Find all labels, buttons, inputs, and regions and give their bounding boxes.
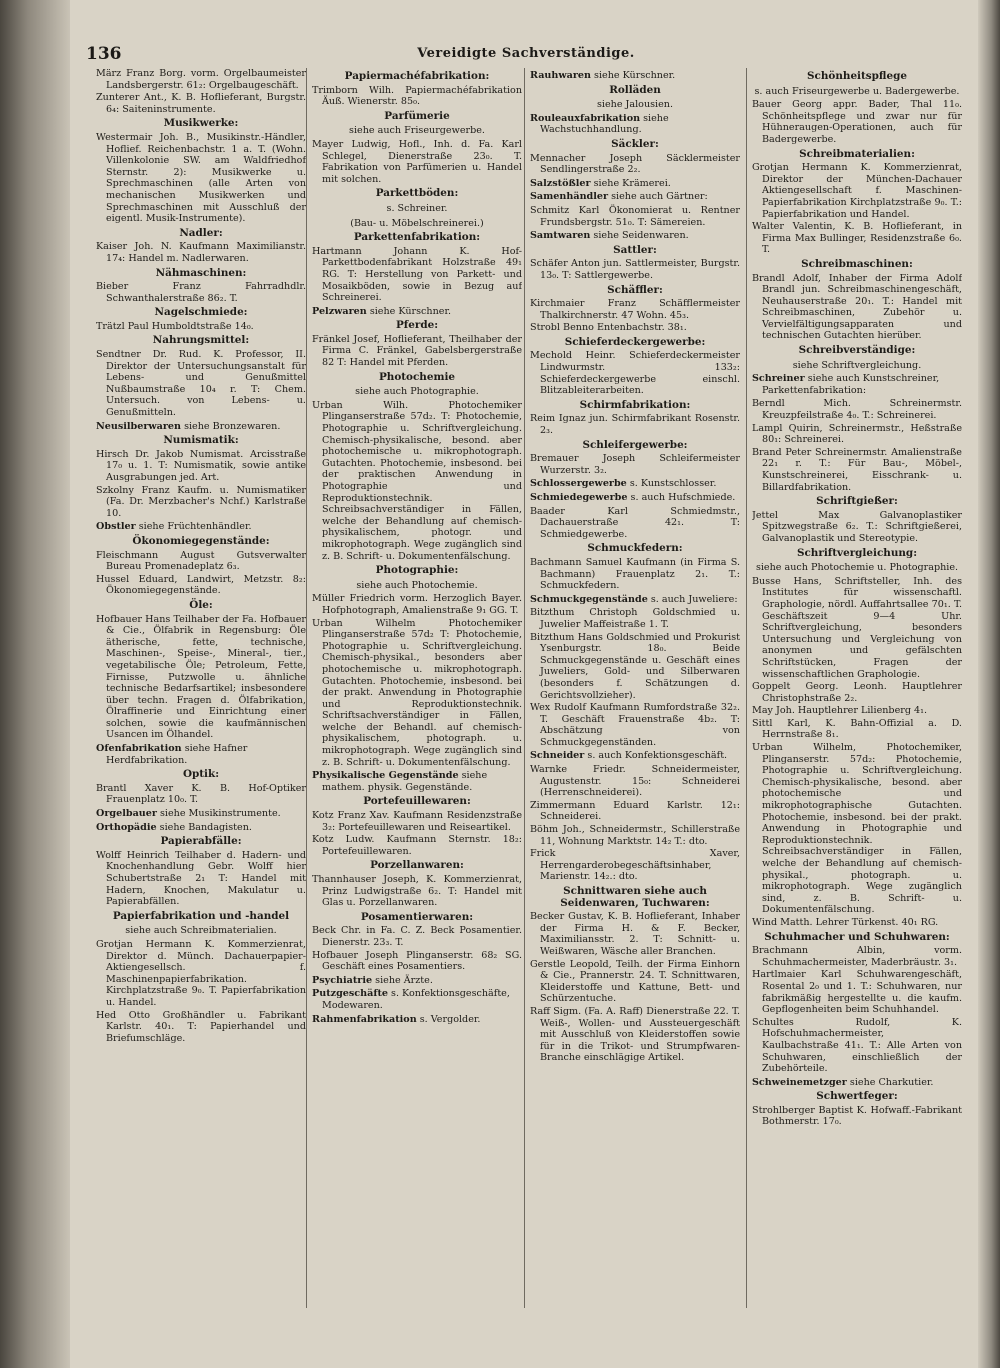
section-heading: Papierfabrikation und -handel xyxy=(112,909,290,922)
cross-reference xyxy=(530,191,740,203)
cross-reference-note: siehe Schriftvergleichung. xyxy=(792,359,922,371)
cross-reference xyxy=(96,808,306,820)
directory-entry: Urban Wilhelm, Photochemiker, Plinganserstr. 57d₂: Photochemie, Photographie u. Schriftvergleichung. Chemisch-physikalische, besond. aber photochemische und mikrophotographische Gutachten. Photochemie, insbesond. bei der prakt. Anwendung in Photographie und Reproduktionstechnik. Schreibsachverständiger in Fällen, welche der Behandlung auf chemisch-physikal., photograph. u. mikrophotograph. Wege zugänglich sind, z. B. Schrift- u. Dokumentenfälschung. xyxy=(752,742,962,916)
cross-reference xyxy=(96,521,306,533)
directory-entry: Wex Rudolf Kaufmann Rumfordstraße 32₂. T. Geschäft Frauenstraße 4b₂. T: Abschätzung von Schmuckgegenständen. xyxy=(530,702,740,748)
cross-reference-target: siehe Charkutier. xyxy=(846,1076,934,1088)
cross-reference-term: Salzstößler xyxy=(530,177,591,189)
cross-reference-term: Schmuckgegenstände xyxy=(530,593,648,605)
section-heading: Photochemie xyxy=(378,370,456,383)
directory-entry: Sittl Karl, K. Bahn-Offizial a. D. Herrnstraße 8₁. xyxy=(752,717,962,741)
directory-entry: Zunterer Ant., K. B. Hoflieferant, Burgstr. 6₄: Saiteninstrumente. xyxy=(96,92,306,115)
section-heading: Posamentierwaren: xyxy=(360,910,474,923)
section-heading: Schriftgießer: xyxy=(816,495,898,508)
cross-reference xyxy=(312,306,522,318)
directory-entry: Bachmann Samuel Kaufmann (in Firma S. Bachmann) Frauenplatz 2₁. T.: Schmuckfedern. xyxy=(530,556,740,592)
cross-reference-target: siehe Wachstuchhandlung. xyxy=(540,112,669,136)
cross-reference xyxy=(530,178,740,190)
cross-reference-target: siehe Ärzte. xyxy=(372,974,433,986)
cross-reference-term: Obstler xyxy=(96,521,136,533)
cross-reference-term: Rauhwaren xyxy=(530,70,591,81)
cross-reference-target: s. Kunstschlosser. xyxy=(626,478,717,490)
text-column-1 xyxy=(96,68,306,1316)
directory-entry: Warnke Friedr. Schneidermeister, Augustenstr. 15₀: Schneiderei (Herrenschneiderei). xyxy=(530,764,740,799)
section-heading: Öle: xyxy=(189,598,213,611)
directory-entry: Busse Hans, Schriftsteller, Inh. des Institutes für wissenschaftl. Graphologie, nördl. Auffahrtsallee 70₁. T. Geschäftszeit 9—4 Uhr. Schriftvergleichung, besonders Untersuchung und Vergleichung von anonymen und gefälschten Schriftstücken, Fragen der wissenschaftlichen Graphologie. xyxy=(752,575,962,680)
section-heading: Schreibverständige: xyxy=(798,344,916,357)
section-heading: Schnittwaren siehe auch Seidenwaren, Tuchwaren: xyxy=(560,885,710,909)
section-heading: Nagelschmiede: xyxy=(154,306,248,319)
section-heading: Portefeuillewaren: xyxy=(363,795,471,808)
cross-reference xyxy=(96,822,306,834)
directory-entry: Trimborn Wilh. Papiermachéfabrikation Äuß. Wienerstr. 85₀. xyxy=(312,84,522,108)
directory-entry: Hussel Eduard, Landwirt, Metzstr. 8₂: Ökonomiegegenstände. xyxy=(96,573,306,597)
cross-reference xyxy=(312,1014,522,1026)
directory-entry: Gerstle Leopold, Teilh. der Firma Einhorn & Cie., Prannerstr. 24. T. Schnittwaren, Kleiderstoffe und Kattune, Bett- und Schürzentuche. xyxy=(530,958,740,1005)
section-heading: Optik: xyxy=(182,768,220,781)
directory-entry: Hofbauer Joseph Plinganserstr. 68₂ SG. Geschäft eines Posamentiers. xyxy=(312,949,522,973)
section-heading: Papierabfälle: xyxy=(160,835,242,848)
directory-entry: Brand Peter Schreinermstr. Amalienstraße 22₁ r. T.: Für Bau-, Möbel-, Kunstschreinerei, Eisschrank- u. Billardfabrikation. xyxy=(752,446,962,493)
directory-entry: Bitzthum Christoph Goldschmied u. Juwelier Maffeistraße 1. T. xyxy=(530,607,740,630)
text-column-4 xyxy=(752,68,962,1316)
directory-entry: Mayer Ludwig, Hofl., Inh. d. Fa. Karl Schlegel, Dienerstraße 23₀. T. Fabrikation von Parfümerien u. Handel mit solchen. xyxy=(312,138,522,185)
directory-entry: Urban Wilh. Photochemiker Plinganserstraße 57d₂. T: Photochemie, Photographie u. Schriftvergleichung. Chemisch-physikalische, besond. aber photochemische u. mikrophotograph. Gutachten. Photochemie, insbesond. bei der praktischen Anwendung in Photographie und Reproduktionstechnik. Schreibsachverständiger in Fällen, welche der Behandlung auf chemisch-physikalischem, photogr. und mikrophotograph. Wege zugänglich sind z. B. Schrift- u. Dokumentenfälschung. xyxy=(312,399,522,562)
text-column-3 xyxy=(530,68,740,1316)
section-heading: Schreibmaschinen: xyxy=(801,257,913,270)
directory-entry: Schäfer Anton jun. Sattlermeister, Burgstr. 13₀. T: Sattlergewerbe. xyxy=(530,258,740,281)
cross-reference xyxy=(530,113,740,136)
directory-entry: Grotjan Hermann K. Kommerzienrat, Direktor d. Münch. Dachauerpapier-Aktiengesellsch. f. Maschinenpapierfabrikation. Kirchplatzstraße 9₀. T. Papierfabrikation u. Handel. xyxy=(96,938,306,1008)
cross-reference-target: siehe Musikinstrumente. xyxy=(156,808,281,820)
directory-entry: Zimmermann Eduard Karlstr. 12₁: Schneiderei. xyxy=(530,799,740,823)
directory-entry: Böhm Joh., Schneidermstr., Schillerstraße 11, Wohnung Marktstr. 14₂ T.: dto. xyxy=(530,824,740,847)
cross-reference-term: Rahmenfabrikation xyxy=(312,1013,417,1025)
directory-entry: Lampl Quirin, Schreinermstr., Heßstraße 80₁: Schreinerei. xyxy=(752,422,962,446)
directory-entry: Fränkel Josef, Hoflieferant, Theilhaber der Firma C. Fränkel, Gabelsbergerstraße 82 T: Handel mit Pferden. xyxy=(312,333,522,369)
section-heading: Nadler: xyxy=(179,226,223,239)
directory-entry: Becker Gustav, K. B. Hoflieferant, Inhaber der Firma H. & F. Becker, Maximiliansstr. 2. T: Schnitt- u. Weißwaren, Wäsche aller Branchen. xyxy=(530,911,740,957)
cross-reference-note: (Bau- u. Möbelschreinerei.) xyxy=(350,217,484,229)
cross-reference-term: Neusilberwaren xyxy=(96,420,182,432)
directory-entry: März Franz Borg. vorm. Orgelbaumeister Landsbergerstr. 61₂: Orgelbaugeschäft. xyxy=(96,68,306,91)
cross-reference-note: s. auch Friseurgewerbe u. Badergewerbe. xyxy=(754,85,960,97)
directory-entry: Hed Otto Großhändler u. Fabrikant Karlstr. 40₁. T: Papierhandel und Briefumschläge. xyxy=(96,1009,306,1044)
cross-reference xyxy=(96,421,306,433)
section-heading: Musikwerke: xyxy=(163,117,239,130)
cross-reference xyxy=(530,70,740,82)
section-heading: Numismatik: xyxy=(163,434,239,447)
column-divider xyxy=(306,68,307,1308)
section-heading: Schwertfeger: xyxy=(816,1090,898,1103)
section-heading: Ökonomiegegenstände: xyxy=(132,534,270,547)
directory-entry: Bremauer Joseph Schleifermeister Wurzerstr. 3₂. xyxy=(530,453,740,476)
cross-reference-term: Samenhändler xyxy=(530,191,609,203)
directory-entry: Kirchmaier Franz Schäfflermeister Thalkirchnerstr. 47 Wohn. 45₃. xyxy=(530,298,740,321)
section-heading: Schuhmacher und Schuhwaren: xyxy=(764,930,950,943)
directory-entry: Urban Wilhelm Photochemiker Plinganserstraße 57d₂ T: Photochemie, Photographie u. Schriftvergleichung. Chemisch-physikal., besonders aber photochemische u. mikrophotograph. Gutachten. Photochemie, insbesond. bei der prakt. Anwendung in Photographie und Reproduktionstechnik. Schriftsachverständiger in Fällen, welche der Behandl. auf chemisch-physikalischem, photograph. u. mikrophotograph. Wege zugänglich sind z. B. Schrift- u. Dokumentenfälschung. xyxy=(312,617,522,768)
cross-reference xyxy=(530,492,740,504)
cross-reference-target: siehe auch Kunstschreiner, Parkettenfabrikation: xyxy=(762,373,940,396)
cross-reference-target: siehe Früchtenhändler. xyxy=(135,521,252,533)
cross-reference xyxy=(530,478,740,490)
directory-entry: Westermair Joh. B., Musikinstr.-Händler, Hoflief. Reichenbachstr. 1 a. T. (Wohn. Villenkolonie SW. am Waldfriedhof Sternstr. 2): Musikwerke u. Sprechmaschinen (alle Arten von mechanischen Musikwerken und Sprechmaschinen mit Ausschluß der eigentl. Musik-Instrumente). xyxy=(96,131,306,225)
cross-reference-note: siehe auch Friseurgewerbe. xyxy=(349,125,485,137)
directory-entry: Bauer Georg appr. Bader, Thal 11₀. Schönheitspflege und zwar nur für Hühneraugen-Operationen, auch für Badergewerbe. xyxy=(752,99,962,145)
section-heading: Rolläden xyxy=(609,83,661,96)
cross-reference-target: siehe Seidenwaren. xyxy=(590,230,689,242)
cross-reference-target: siehe auch Gärtner: xyxy=(608,191,708,203)
cross-reference-target: siehe Krämerei. xyxy=(590,177,671,189)
cross-reference-target: siehe Bronzewaren. xyxy=(181,420,281,432)
directory-entry: Brandl Adolf, Inhaber der Firma Adolf Brandl jun. Schreibmaschinengeschäft, Neuhauserstraße 20₁. T.: Handel mit Schreibmaschinen, Zubehör u. Vervielfältigungsapparaten und technischen Gutachten hierüber. xyxy=(752,272,962,342)
directory-entry: Sendtner Dr. Rud. K. Professor, II. Direktor der Untersuchungsanstalt für Lebens- und Genußmittel Nußbaumstraße 10₄ r. T: Chem. Untersuch. von Lebens- u. Genußmitteln. xyxy=(96,349,306,419)
section-heading: Schmuckfedern: xyxy=(587,542,683,555)
cross-reference-note: siehe auch Photochemie. xyxy=(356,579,478,591)
directory-entry: Schultes Rudolf, K. Hofschuhmachermeister, Kaulbachstraße 41₁. T.: Alle Arten von Schuhwaren, einschließlich der Zubehörteile. xyxy=(752,1016,962,1075)
directory-entry: Grotjan Hermann K. Kommerzienrat, Direktor der München-Dachauer Aktiengesellschaft f. Maschinen-Papierfabrikation Kirchplatzstraße 9₀. T.: Papierfabrikation und Handel. xyxy=(752,162,962,220)
section-heading: Nahrungsmittel: xyxy=(152,334,250,347)
section-heading: Schäffler: xyxy=(607,283,663,296)
directory-entry: Walter Valentin, K. B. Hoflieferant, in Firma Max Bullinger, Residenzstraße 6₀. T. xyxy=(752,221,962,256)
directory-entry: Hofbauer Hans Teilhaber der Fa. Hofbauer & Cie., Ölfabrik in Regensburg: Öle ätherische, fette, technische, Maschinen-, Speise-, Mineral-, tier., vegetabilische Öle; Petroleum, Fette, Firnisse, Putzwolle u. ähnliche technische Bedarfsartikel; insbesondere über techn. Fragen d. Ölfabrikation, Ölraffinerie und Einrichtung einer solchen, sowie die kaufmännischen Usancen im Ölhandel. xyxy=(96,613,306,741)
directory-entry: Beck Chr. in Fa. C. Z. Beck Posamentier. Dienerstr. 23₃. T. xyxy=(312,925,522,948)
directory-entry: Baader Karl Schmiedmstr., Dachauerstraße 42₁. T: Schmiedgewerbe. xyxy=(530,505,740,540)
cross-reference-term: Schreiner xyxy=(752,373,805,385)
directory-entry: Jettel Max Galvanoplastiker Spitzwegstraße 6₂. T.: Schriftgießerei, Galvanoplastik und Stereotypie. xyxy=(752,509,962,544)
cross-reference-term: Pelzwaren xyxy=(312,305,367,317)
cross-reference-target: siehe mathem. physik. Gegenstände. xyxy=(322,770,488,793)
cross-reference-term: Ofenfabrikation xyxy=(96,743,182,755)
cross-reference-term: Putzgeschäfte xyxy=(312,988,388,1000)
cross-reference-term: Schlossergewerbe xyxy=(530,478,627,490)
section-heading: Photographie: xyxy=(375,564,459,577)
directory-entry: Szkolny Franz Kaufm. u. Numismatiker (Fa. Dr. Merzbacher's Nchf.) Karlstraße 10. xyxy=(96,484,306,519)
directory-entry: Brantl Xaver K. B. Hof-Optiker Frauenplatz 10₀. T. xyxy=(96,782,306,806)
directory-entry: Raff Sigm. (Fa. A. Raff) Dienerstraße 22. T. Weiß-, Wollen- und Aussteuergeschäft mit Ausschluß von Kleiderstoffen sowie für in die Trikot- und Strumpfwaren-Branche einschlägige Artikel. xyxy=(530,1005,740,1064)
directory-entry: Trätzl Paul Humboldtstraße 14₀. xyxy=(96,320,254,332)
cross-reference-term: Physikalische Gegenstände xyxy=(312,770,459,782)
directory-entry: Mennacher Joseph Säcklermeister Sendlingerstraße 2₂. xyxy=(530,152,740,176)
cross-reference xyxy=(752,1077,962,1089)
cross-reference-note: siehe Jalousien. xyxy=(596,99,674,111)
section-heading: Schleifergewerbe: xyxy=(582,438,688,451)
directory-entry: Hartlmaier Karl Schuhwarengeschäft, Rosental 2₀ und 1. T.: Schuhwaren, nur fabrikmäßig hergestellte u. die kaufm. Gepflogenheiten beim Schuhhandel. xyxy=(752,969,962,1016)
section-heading: Parfümerie xyxy=(384,109,450,122)
cross-reference-term: Orgelbauer xyxy=(96,808,157,820)
section-heading: Schönheitspflege xyxy=(807,70,907,82)
directory-entry: Kotz Ludw. Kaufmann Sternstr. 18₂: Portefeuillewaren. xyxy=(312,834,522,857)
directory-entry: Kotz Franz Xav. Kaufmann Residenzstraße 3₂: Portefeuillewaren und Reiseartikel. xyxy=(312,810,522,833)
section-heading: Säckler: xyxy=(611,137,659,150)
section-heading: Schieferdeckergewerbe: xyxy=(564,335,706,348)
section-heading: Pferde: xyxy=(395,319,439,332)
cross-reference-term: Schmiedegewerbe xyxy=(530,492,628,503)
directory-entry: Thannhauser Joseph, K. Kommerzienrat, Prinz Ludwigstraße 6₂. T: Handel mit Glas u. Porzellanwaren. xyxy=(312,874,522,909)
column-divider xyxy=(746,68,747,1308)
cross-reference xyxy=(96,743,306,766)
cross-reference-note: s. Schreiner. xyxy=(386,202,448,214)
section-heading: Parkettenfabrikation: xyxy=(353,231,481,244)
directory-entry: Brachmann Albin, vorm. Schuhmachermeister, Maderbräustr. 3₁. xyxy=(752,945,962,968)
cross-reference-target: s. Vergolder. xyxy=(416,1013,481,1025)
directory-entry: Bitzthum Hans Goldschmied und Prokurist Ysenburgstr. 18₀. Beide Schmuckgegenstände u. Geschäft eines Juweliers, Gold- und Silberwaren (besonders f. Schätzungen d. Gerichtsvollzieher). xyxy=(530,631,740,701)
cross-reference-term: Schweinemetzger xyxy=(752,1076,847,1088)
cross-reference-target: s. Konfektionsgeschäfte, Modewaren. xyxy=(322,988,510,1011)
cross-reference-target: s. auch Konfektionsgeschäft. xyxy=(584,750,728,762)
page-header xyxy=(86,44,966,66)
directory-entry: Müller Friedrich vorm. Herzoglich Bayer. Hofphotograph, Amalienstraße 9₁ GG. T. xyxy=(312,593,522,616)
cross-reference-target: siehe Kürschner. xyxy=(366,305,452,317)
page-number: 136 xyxy=(86,44,122,64)
cross-reference-term: Schneider xyxy=(530,750,585,762)
directory-entry: Strobl Benno Entenbachstr. 38₁. xyxy=(530,322,687,334)
directory-entry: Hartmann Johann K. Hof-Parkettbodenfabrikant Holzstraße 49₁ RG. T: Herstellung von Parkett- und Mosaikböden, sowie in Bezug auf Schreinerei. xyxy=(312,245,522,304)
directory-entry: Strohlberger Baptist K. Hofwaff.-Fabrikant Bothmerstr. 17₀. xyxy=(752,1104,962,1128)
column-divider xyxy=(524,68,525,1308)
cross-reference-note: siehe auch Schreibmaterialien. xyxy=(125,925,277,937)
running-title: Vereidigte Sachverständige. xyxy=(417,46,635,61)
section-heading: Schreibmaterialien: xyxy=(799,147,915,160)
cross-reference-target: s. auch Hufschmiede. xyxy=(627,492,736,503)
cross-reference-term: Orthopädie xyxy=(96,821,157,833)
cross-reference-term: Rouleauxfabrikation xyxy=(530,112,641,124)
directory-entry: May Joh. Hauptlehrer Lilienberg 4₁. xyxy=(752,705,928,717)
cross-reference xyxy=(530,750,740,762)
directory-entry: Schmitz Karl Ökonomierat u. Rentner Frundsbergstr. 51₀. T: Sämereien. xyxy=(530,204,740,228)
directory-entry: Wind Matth. Lehrer Türkenst. 40₁ RG. xyxy=(752,916,939,928)
section-heading: Schirmfabrikation: xyxy=(579,398,691,411)
cross-reference-target: siehe Bandagisten. xyxy=(156,821,252,833)
directory-entry: Fleischmann August Gutsverwalter Bureau Promenadeplatz 6₃. xyxy=(96,549,306,573)
cross-reference-target: s. auch Juweliere: xyxy=(647,593,738,605)
directory-entry: Berndl Mich. Schreinermstr. Kreuzpfeilstraße 4₀. T.: Schreinerei. xyxy=(752,398,962,422)
directory-entry: Goppelt Georg. Leonh. Hauptlehrer Christophstraße 2₂. xyxy=(752,681,962,704)
cross-reference-target: siehe Hafner Herdfabrikation. xyxy=(106,743,248,766)
cross-reference xyxy=(312,770,522,793)
cross-reference xyxy=(530,594,740,606)
cross-reference-note: siehe auch Photochemie u. Photographie. xyxy=(755,562,959,574)
directory-entry: Hirsch Dr. Jakob Numismat. Arcisstraße 17₀ u. 1. T: Numismatik, sowie antike Ausgrabungen jed. Art. xyxy=(96,448,306,483)
book-edge-right xyxy=(978,0,1000,1368)
directory-entry: Reim Ignaz jun. Schirmfabrikant Rosenstr. 2₃. xyxy=(530,413,740,437)
text-column-2 xyxy=(312,68,522,1316)
directory-entry: Wolff Heinrich Teilhaber d. Hadern- und Knochenhandlung Gebr. Wolff hier Schubertstraße 2₁ T: Handel mit Hadern, Knochen, Makulatur u. Papierabfällen. xyxy=(96,849,306,908)
directory-entry: Mechold Heinr. Schieferdeckermeister Lindwurmstr. 133₂: Schieferdeckergewerbe einschl. Blitzableiterarbeiten. xyxy=(530,350,740,397)
cross-reference-term: Psychiatrie xyxy=(312,974,373,986)
cross-reference xyxy=(312,975,522,987)
directory-entry: Kaiser Joh. N. Kaufmann Maximilianstr. 17₄: Handel m. Nadlerwaren. xyxy=(96,241,306,264)
section-heading: Papiermachéfabrikation: xyxy=(344,70,490,82)
cross-reference xyxy=(312,988,522,1011)
directory-entry: Frick Xaver, Herrengarderobegeschäftsinhaber, Marienstr. 14₂.: dto. xyxy=(530,848,740,883)
section-heading: Porzellanwaren: xyxy=(370,859,464,872)
cross-reference xyxy=(752,373,962,396)
section-heading: Parkettböden: xyxy=(375,187,459,200)
cross-reference-note: siehe auch Photographie. xyxy=(355,386,479,398)
cross-reference xyxy=(530,230,740,242)
directory-entry: Bieber Franz Fahrradhdlr. Schwanthalerstraße 86₂. T. xyxy=(96,281,306,304)
section-heading: Nähmaschinen: xyxy=(155,266,247,279)
section-heading: Schriftvergleichung: xyxy=(796,546,918,559)
section-heading: Sattler: xyxy=(613,243,657,256)
book-gutter-left xyxy=(0,0,70,1368)
cross-reference-target: siehe Kürschner. xyxy=(590,70,676,81)
cross-reference-term: Samtwaren xyxy=(530,230,591,242)
